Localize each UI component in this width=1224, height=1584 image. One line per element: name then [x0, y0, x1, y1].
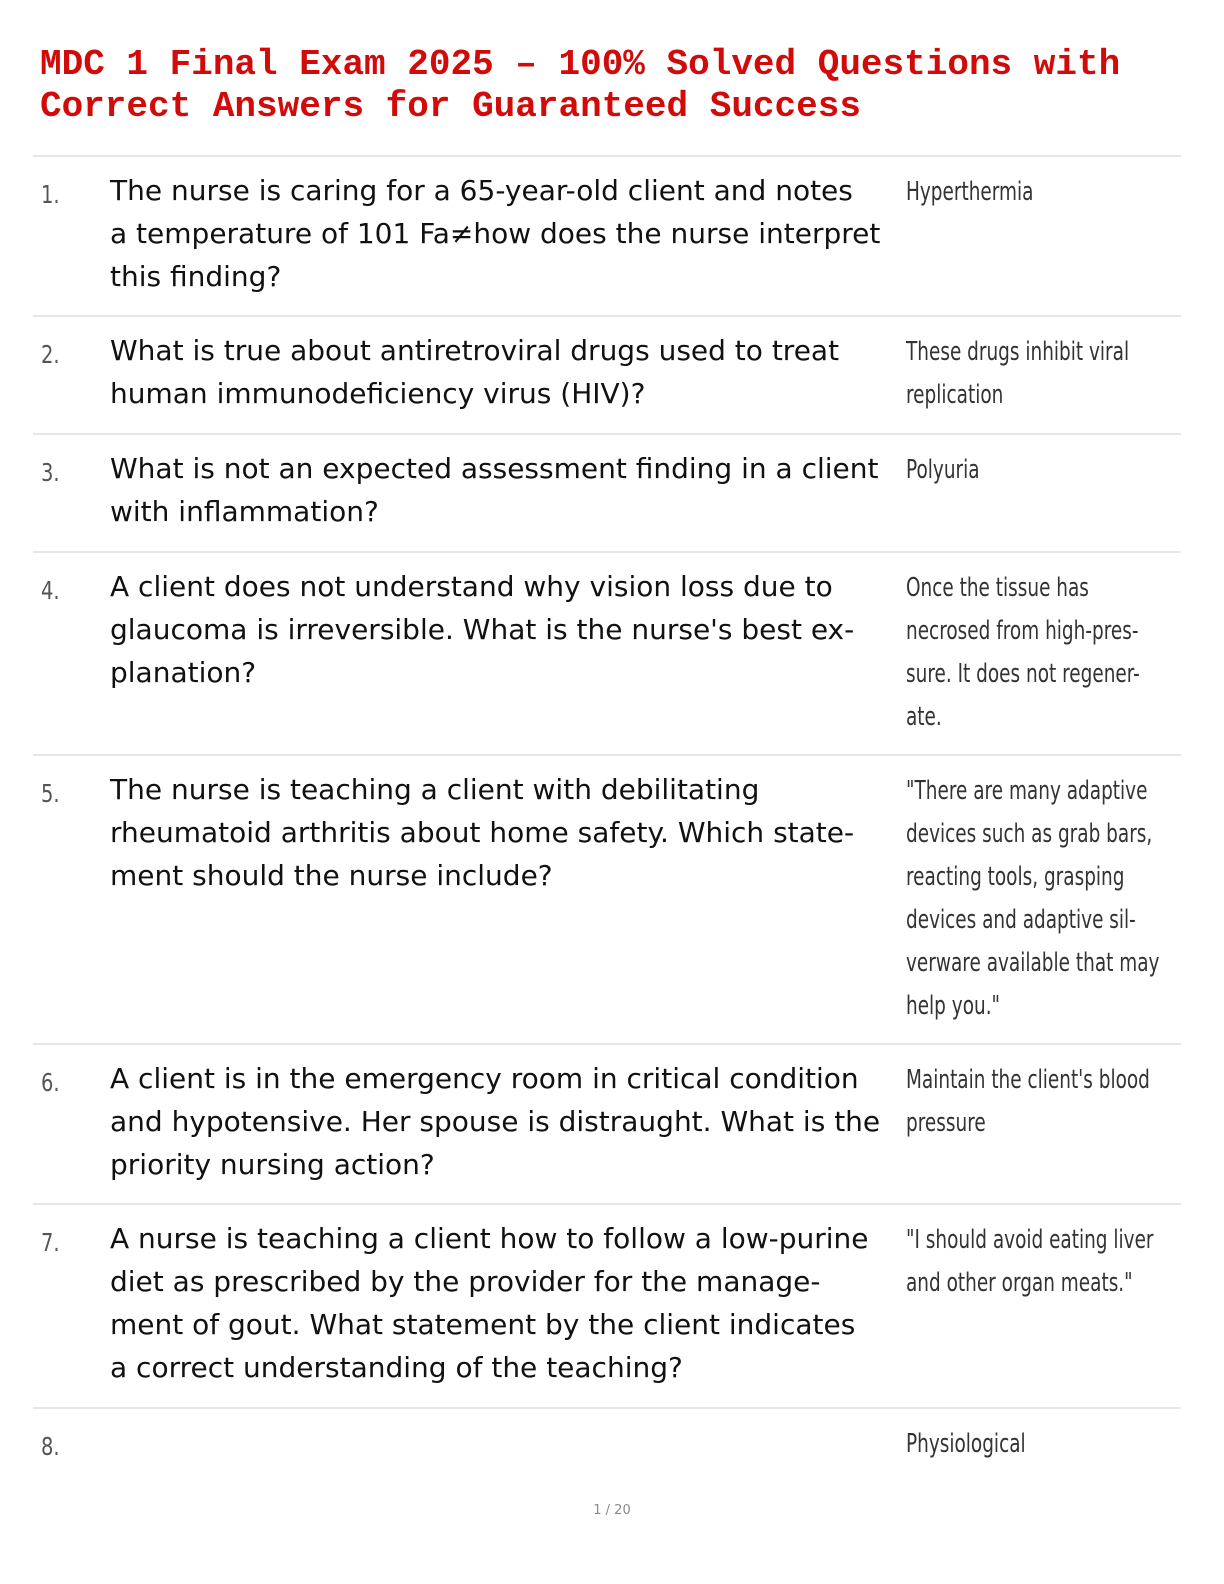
question-number: 1.	[41, 180, 60, 209]
question-number: 3.	[41, 458, 60, 487]
question-list	[33, 155, 1181, 1489]
question-text: The nurse is caring for a 65-year-old client and notes a temperature of 101 Fa≠how does the nurse interpret this finding?	[110, 174, 881, 293]
question-row-3	[33, 435, 1181, 553]
question-row-7	[33, 1205, 1181, 1409]
answer-text: These drugs inhibit viral replication	[906, 337, 1130, 410]
question-number: 5.	[41, 779, 60, 808]
question-number: 7.	[41, 1228, 60, 1257]
answer-text: "I should avoid eating liver and other organ meats."	[906, 1225, 1154, 1298]
question-text: A nurse is teaching a client how to follow a low-purine diet as prescribed by the provider for the manage- ment of gout. What statement by the client indicates a correct understanding of the teaching?	[110, 1222, 869, 1384]
answer-text: Polyuria	[906, 455, 980, 485]
question-row-8	[33, 1409, 1181, 1489]
answer-text: "There are many adaptive devices such as grab bars, reacting tools, grasping devices and adaptive sil- verware available that may help you."	[906, 776, 1160, 1021]
question-text: What is true about antiretroviral drugs used to treat human immunodeficiency virus (HIV)?	[110, 334, 840, 410]
document-title: MDC 1 Final Exam 2025 – 100% Solved Questions with Correct Answers for Guaranteed Success	[40, 44, 1121, 127]
answer-text: Once the tissue has necrosed from high-pres- sure. It does not regener- ate.	[906, 573, 1140, 732]
question-row-6	[33, 1045, 1181, 1205]
answer-text: Hyperthermia	[906, 177, 1034, 207]
question-number: 4.	[41, 576, 60, 605]
question-text: What is not an expected assessment finding in a client with inflammation?	[110, 452, 879, 528]
answer-text: Physiological	[906, 1429, 1026, 1459]
question-number: 6.	[41, 1068, 60, 1097]
question-row-2	[33, 317, 1181, 435]
question-row-1	[33, 157, 1181, 317]
question-number: 2.	[41, 340, 60, 369]
question-number: 8.	[41, 1432, 60, 1461]
answer-text: Maintain the client's blood pressure	[906, 1065, 1150, 1138]
question-text: A client does not understand why vision loss due to glaucoma is irreversible. What is the nurse's best ex- planation?	[110, 570, 855, 689]
question-text: A client is in the emergency room in critical condition and hypotensive. Her spouse is distraught. What is the priority nursing action?	[110, 1062, 881, 1181]
page-indicator: 1 / 20	[593, 1503, 631, 1518]
question-row-4	[33, 553, 1181, 756]
question-text: The nurse is teaching a client with debilitating rheumatoid arthritis about home safety. Which state- ment should the nurse include?	[110, 773, 855, 892]
question-row-5	[33, 756, 1181, 1045]
